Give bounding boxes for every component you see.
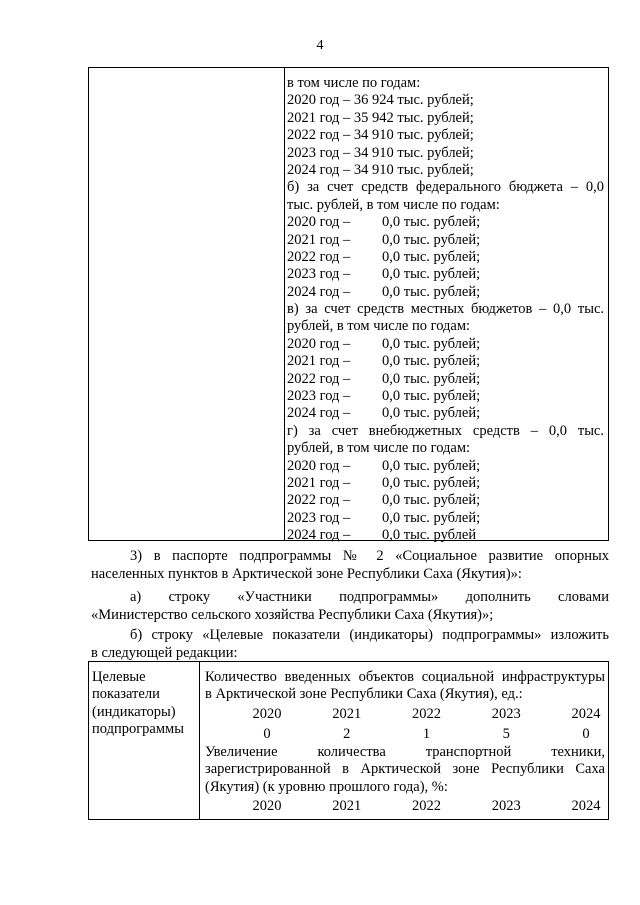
- regional-year-line: 2022 год – 34 910 тыс. рублей;: [287, 127, 474, 144]
- paragraph-3-line: населенных пунктов в Арктической зоне Республики Саха (Якутия)»:: [91, 566, 522, 582]
- indicator-2-years: [205, 796, 605, 816]
- year-label: 2023 год –: [287, 388, 351, 405]
- indicators-value-cell: [205, 669, 605, 816]
- federal-year-line: [287, 249, 604, 266]
- year-label: 2023 год –: [287, 509, 351, 526]
- paragraph-3-cont: [91, 566, 609, 583]
- federal-year-line: [287, 284, 604, 301]
- paragraph-a-cont: [91, 607, 609, 624]
- indicator-2-title: Увеличение количества транспортной техники,: [205, 743, 605, 760]
- indicator-value: 5: [502, 725, 510, 742]
- year-header: 2021: [332, 797, 362, 814]
- paragraph-b: [130, 627, 609, 645]
- indicator-value: 1: [422, 725, 431, 742]
- year-header: 2024: [571, 797, 601, 814]
- amount-value: 0,0 тыс. рублей;: [382, 370, 481, 387]
- indicator-value: 2: [343, 725, 351, 742]
- year-label: 2020 год –: [287, 214, 351, 231]
- local-heading: в) за счет средств местных бюджетов – 0,0 тыс.: [287, 301, 604, 318]
- paragraph-b-line: б) строку «Целевые показатели (индикаторы) подпрограммы» изложить: [130, 627, 609, 643]
- amount-value: 0,0 тыс. рублей;: [382, 474, 481, 491]
- amount-value: 0,0 тыс. рублей;: [382, 509, 481, 526]
- amount-value: 0,0 тыс. рублей;: [382, 457, 481, 474]
- paragraph-b-cont: [91, 645, 609, 662]
- extrabudget-year-line: [287, 527, 604, 544]
- indicators-table: [88, 661, 609, 820]
- amount-value: 0,0 тыс. рублей;: [382, 248, 481, 265]
- indicator-1-title-cont: в Арктической зоне Республики Саха (Якутия), ед.:: [205, 686, 523, 703]
- extrabudget-heading: г) за счет внебюджетных средств – 0,0 тыс.: [287, 422, 604, 439]
- indicators-label-cell: [92, 669, 196, 739]
- local-heading-cont: рублей, в том числе по годам:: [287, 318, 471, 335]
- amount-value: 0,0 тыс. рублей;: [382, 335, 481, 352]
- year-header: 2022: [412, 705, 441, 722]
- label-line: подпрограммы: [92, 721, 184, 738]
- extrabudget-year-line: [287, 492, 604, 509]
- federal-year-line: [287, 232, 604, 249]
- extrabudget-year-line: [287, 458, 604, 475]
- year-label: 2021 год –: [287, 353, 351, 370]
- year-label: 2024 год –: [287, 527, 351, 544]
- regional-year-line: 2021 год – 35 942 тыс. рублей;: [287, 109, 474, 126]
- local-year-line: [287, 388, 604, 405]
- amount-value: 0,0 тыс. рублей;: [382, 405, 481, 422]
- regional-year-line: 2023 год – 34 910 тыс. рублей;: [287, 144, 474, 161]
- indicator-1-title: Количество введенных объектов социальной инфраструктуры: [205, 669, 605, 685]
- federal-heading: б) за счет средств федерального бюджета – 0,0: [287, 179, 604, 196]
- extrabudget-year-line: [287, 475, 604, 492]
- table-divider: [199, 662, 200, 819]
- intro-line: в том числе по годам:: [287, 75, 421, 91]
- year-header: 2022: [412, 797, 441, 814]
- paragraph-b-line: в следующей редакции:: [91, 645, 238, 661]
- federal-year-line: [287, 266, 604, 283]
- year-header: 2020: [252, 797, 282, 814]
- year-label: 2024 год –: [287, 405, 351, 422]
- regional-year-line: 2020 год – 36 924 тыс. рублей;: [287, 92, 474, 109]
- year-label: 2023 год –: [287, 266, 351, 283]
- extrabudget-year-line: [287, 510, 604, 527]
- funding-cell: [287, 75, 604, 545]
- amount-value: 0,0 тыс. рублей;: [382, 266, 481, 283]
- local-year-line: [287, 371, 604, 388]
- indicator-value: 0: [263, 725, 271, 742]
- year-header: 2024: [571, 705, 601, 722]
- indicator-value: 0: [582, 725, 590, 742]
- year-label: 2022 год –: [287, 370, 351, 387]
- local-year-line: [287, 336, 604, 353]
- extrabudget-heading-cont: рублей, в том числе по годам:: [287, 440, 471, 457]
- year-label: 2020 год –: [287, 457, 351, 474]
- amount-value: 0,0 тыс. рублей;: [382, 214, 481, 231]
- label-line: Целевые: [92, 669, 146, 685]
- year-label: 2022 год –: [287, 492, 351, 509]
- table-divider: [284, 68, 285, 540]
- paragraph-3-line: 3) в паспорте подпрограммы № 2 «Социальное развитие опорных: [130, 548, 609, 564]
- label-line: показатели: [92, 686, 160, 703]
- local-year-line: [287, 353, 604, 370]
- local-year-line: [287, 405, 604, 422]
- amount-value: 0,0 тыс. рублей;: [382, 283, 481, 300]
- indicator-2-title-cont: (Якутия) (к уровню прошлого года), %:: [205, 778, 448, 795]
- page-number: 4: [316, 38, 324, 53]
- label-line: (индикаторы): [92, 703, 176, 720]
- year-label: 2022 год –: [287, 248, 351, 265]
- paragraph-a: [130, 589, 609, 607]
- amount-value: 0,0 тыс. рублей;: [382, 353, 481, 370]
- federal-heading-cont: тыс. рублей, в том числе по годам:: [287, 196, 500, 213]
- amount-value: 0,0 тыс. рублей;: [382, 492, 481, 509]
- paragraph-3: [130, 548, 609, 566]
- regional-year-line: 2024 год – 34 910 тыс. рублей;: [287, 161, 474, 178]
- year-label: 2021 год –: [287, 231, 351, 248]
- year-label: 2021 год –: [287, 474, 351, 491]
- year-header: 2023: [491, 797, 521, 814]
- indicator-2-title-cont: зарегистрированной в Арктической зоне Республики Саха: [205, 761, 605, 778]
- year-header: 2020: [252, 705, 282, 722]
- year-header: 2021: [332, 705, 362, 722]
- year-label: 2020 год –: [287, 335, 351, 352]
- paragraph-a-line: а) строку «Участники подпрограммы» дополнить словами: [130, 589, 609, 605]
- year-label: 2024 год –: [287, 283, 351, 300]
- year-header: 2023: [491, 705, 521, 722]
- amount-value: 0,0 тыс. рублей: [382, 527, 477, 544]
- amount-value: 0,0 тыс. рублей;: [382, 388, 481, 405]
- indicator-1-values: [205, 724, 605, 744]
- paragraph-a-line: «Министерство сельского хозяйства Республики Саха (Якутия)»;: [91, 607, 494, 623]
- indicator-1-years: [205, 704, 605, 724]
- amount-value: 0,0 тыс. рублей;: [382, 231, 481, 248]
- funding-table: [88, 67, 609, 544]
- federal-year-line: [287, 214, 604, 231]
